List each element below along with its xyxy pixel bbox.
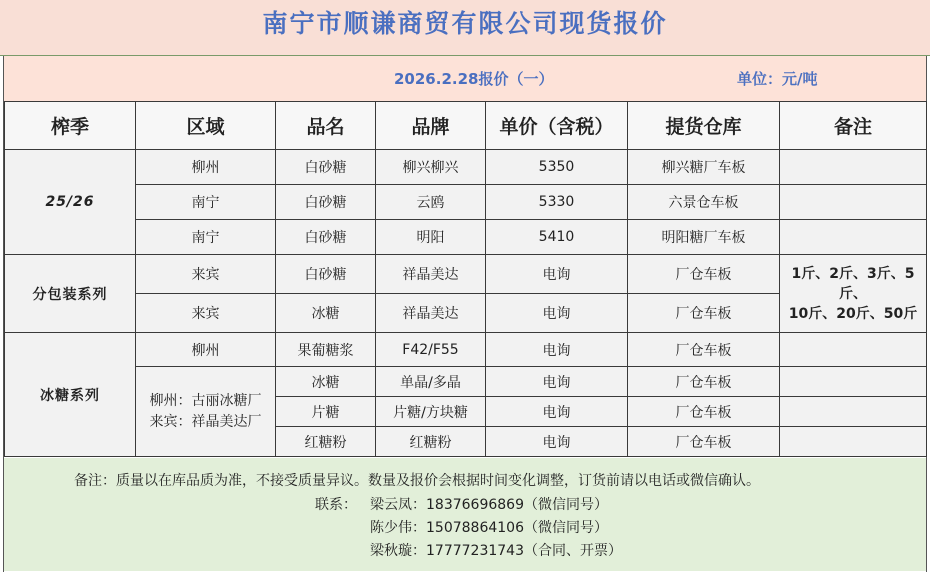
remark-cell (780, 185, 927, 220)
pack-size-remark (780, 255, 927, 333)
col-header-remark: 备注 (780, 102, 927, 150)
region-cell: 南宁 (136, 220, 276, 255)
product-cell: 片糖 (276, 397, 376, 427)
brand-cell: F42/F55 (376, 333, 486, 367)
table-row (5, 150, 927, 185)
page-title: 南宁市顺谦商贸有限公司现货报价 (262, 9, 668, 38)
warehouse-cell: 厂仓车板 (628, 397, 780, 427)
price-cell: 5330 (486, 185, 628, 220)
price-cell: 5410 (486, 220, 628, 255)
season-cell: 25/26 (5, 150, 136, 255)
brand-cell: 明阳 (376, 220, 486, 255)
col-header-product: 品名 (276, 102, 376, 150)
price-table (4, 101, 927, 457)
region-cell: 来宾 (136, 294, 276, 333)
contact-line: 陈少伟：15078864106（微信同号） (370, 520, 608, 536)
product-cell: 白砂糖 (276, 255, 376, 294)
remark-cell (780, 427, 927, 457)
remark-cell (780, 150, 927, 185)
brand-cell: 云鸥 (376, 185, 486, 220)
brand-cell: 单晶/多晶 (376, 367, 486, 397)
product-cell: 冰糖 (276, 294, 376, 333)
price-cell: 电询 (486, 294, 628, 333)
warehouse-cell: 厂仓车板 (628, 333, 780, 367)
warehouse-cell: 厂仓车板 (628, 255, 780, 294)
packaged-series-cell: 分包装系列 (5, 255, 136, 333)
warehouse-cell: 厂仓车板 (628, 427, 780, 457)
brand-cell: 红糖粉 (376, 427, 486, 457)
product-cell: 白砂糖 (276, 220, 376, 255)
contact-line: 梁云凤：18376696869（微信同号） (370, 497, 608, 513)
price-unit: 单位：元/吨 (737, 70, 818, 88)
quote-date: 2026.2.28报价（一） (394, 70, 554, 88)
product-cell: 红糖粉 (276, 427, 376, 457)
contact-label: 联系： (315, 497, 357, 513)
brand-cell: 片糖/方块糖 (376, 397, 486, 427)
warehouse-cell: 厂仓车板 (628, 294, 780, 333)
header-row (5, 102, 927, 150)
warehouse-cell: 明阳糖厂车板 (628, 220, 780, 255)
contact-line: 梁秋璇：17777231743（合同、开票） (370, 543, 622, 559)
col-header-price: 单价（含税） (486, 102, 628, 150)
table-row (5, 220, 927, 255)
shared-region-cell (136, 367, 276, 457)
col-header-season: 榨季 (5, 102, 136, 150)
price-cell: 电询 (486, 367, 628, 397)
price-cell: 电询 (486, 333, 628, 367)
table-row (5, 333, 927, 367)
col-header-warehouse: 提货仓库 (628, 102, 780, 150)
remark-cell (780, 367, 927, 397)
product-cell: 白砂糖 (276, 150, 376, 185)
region-line: 柳州：古丽冰糖厂 (149, 392, 262, 409)
pack-size-line: 1斤、2斤、3斤、5斤、 (791, 265, 915, 302)
footer-note: 备注：质量以在库品质为准，不接受质量异议。数量及报价会根据时间变化调整，订货前请以电话或微信确认。 (74, 473, 760, 489)
brand-cell: 祥晶美达 (376, 294, 486, 333)
product-cell: 白砂糖 (276, 185, 376, 220)
warehouse-cell: 六景仓车板 (628, 185, 780, 220)
price-cell: 5350 (486, 150, 628, 185)
warehouse-cell: 厂仓车板 (628, 367, 780, 397)
region-cell: 柳州 (136, 333, 276, 367)
col-header-brand: 品牌 (376, 102, 486, 150)
product-cell: 果葡糖浆 (276, 333, 376, 367)
region-cell: 南宁 (136, 185, 276, 220)
table-row (5, 185, 927, 220)
brand-cell: 柳兴柳兴 (376, 150, 486, 185)
col-header-region: 区域 (136, 102, 276, 150)
footer-notes (4, 458, 926, 571)
warehouse-cell: 柳兴糖厂车板 (628, 150, 780, 185)
remark-cell (780, 333, 927, 367)
remark-cell (780, 220, 927, 255)
brand-cell: 祥晶美达 (376, 255, 486, 294)
price-cell: 电询 (486, 427, 628, 457)
product-cell: 冰糖 (276, 367, 376, 397)
region-line: 来宾：祥晶美达厂 (149, 413, 262, 430)
pack-size-line: 10斤、20斤、50斤 (788, 305, 918, 322)
table-row (5, 367, 927, 397)
remark-cell (780, 397, 927, 427)
region-cell: 柳州 (136, 150, 276, 185)
region-cell: 来宾 (136, 255, 276, 294)
rock-sugar-series-cell: 冰糖系列 (5, 333, 136, 457)
table-row (5, 255, 927, 294)
price-cell: 电询 (486, 255, 628, 294)
price-cell: 电询 (486, 397, 628, 427)
